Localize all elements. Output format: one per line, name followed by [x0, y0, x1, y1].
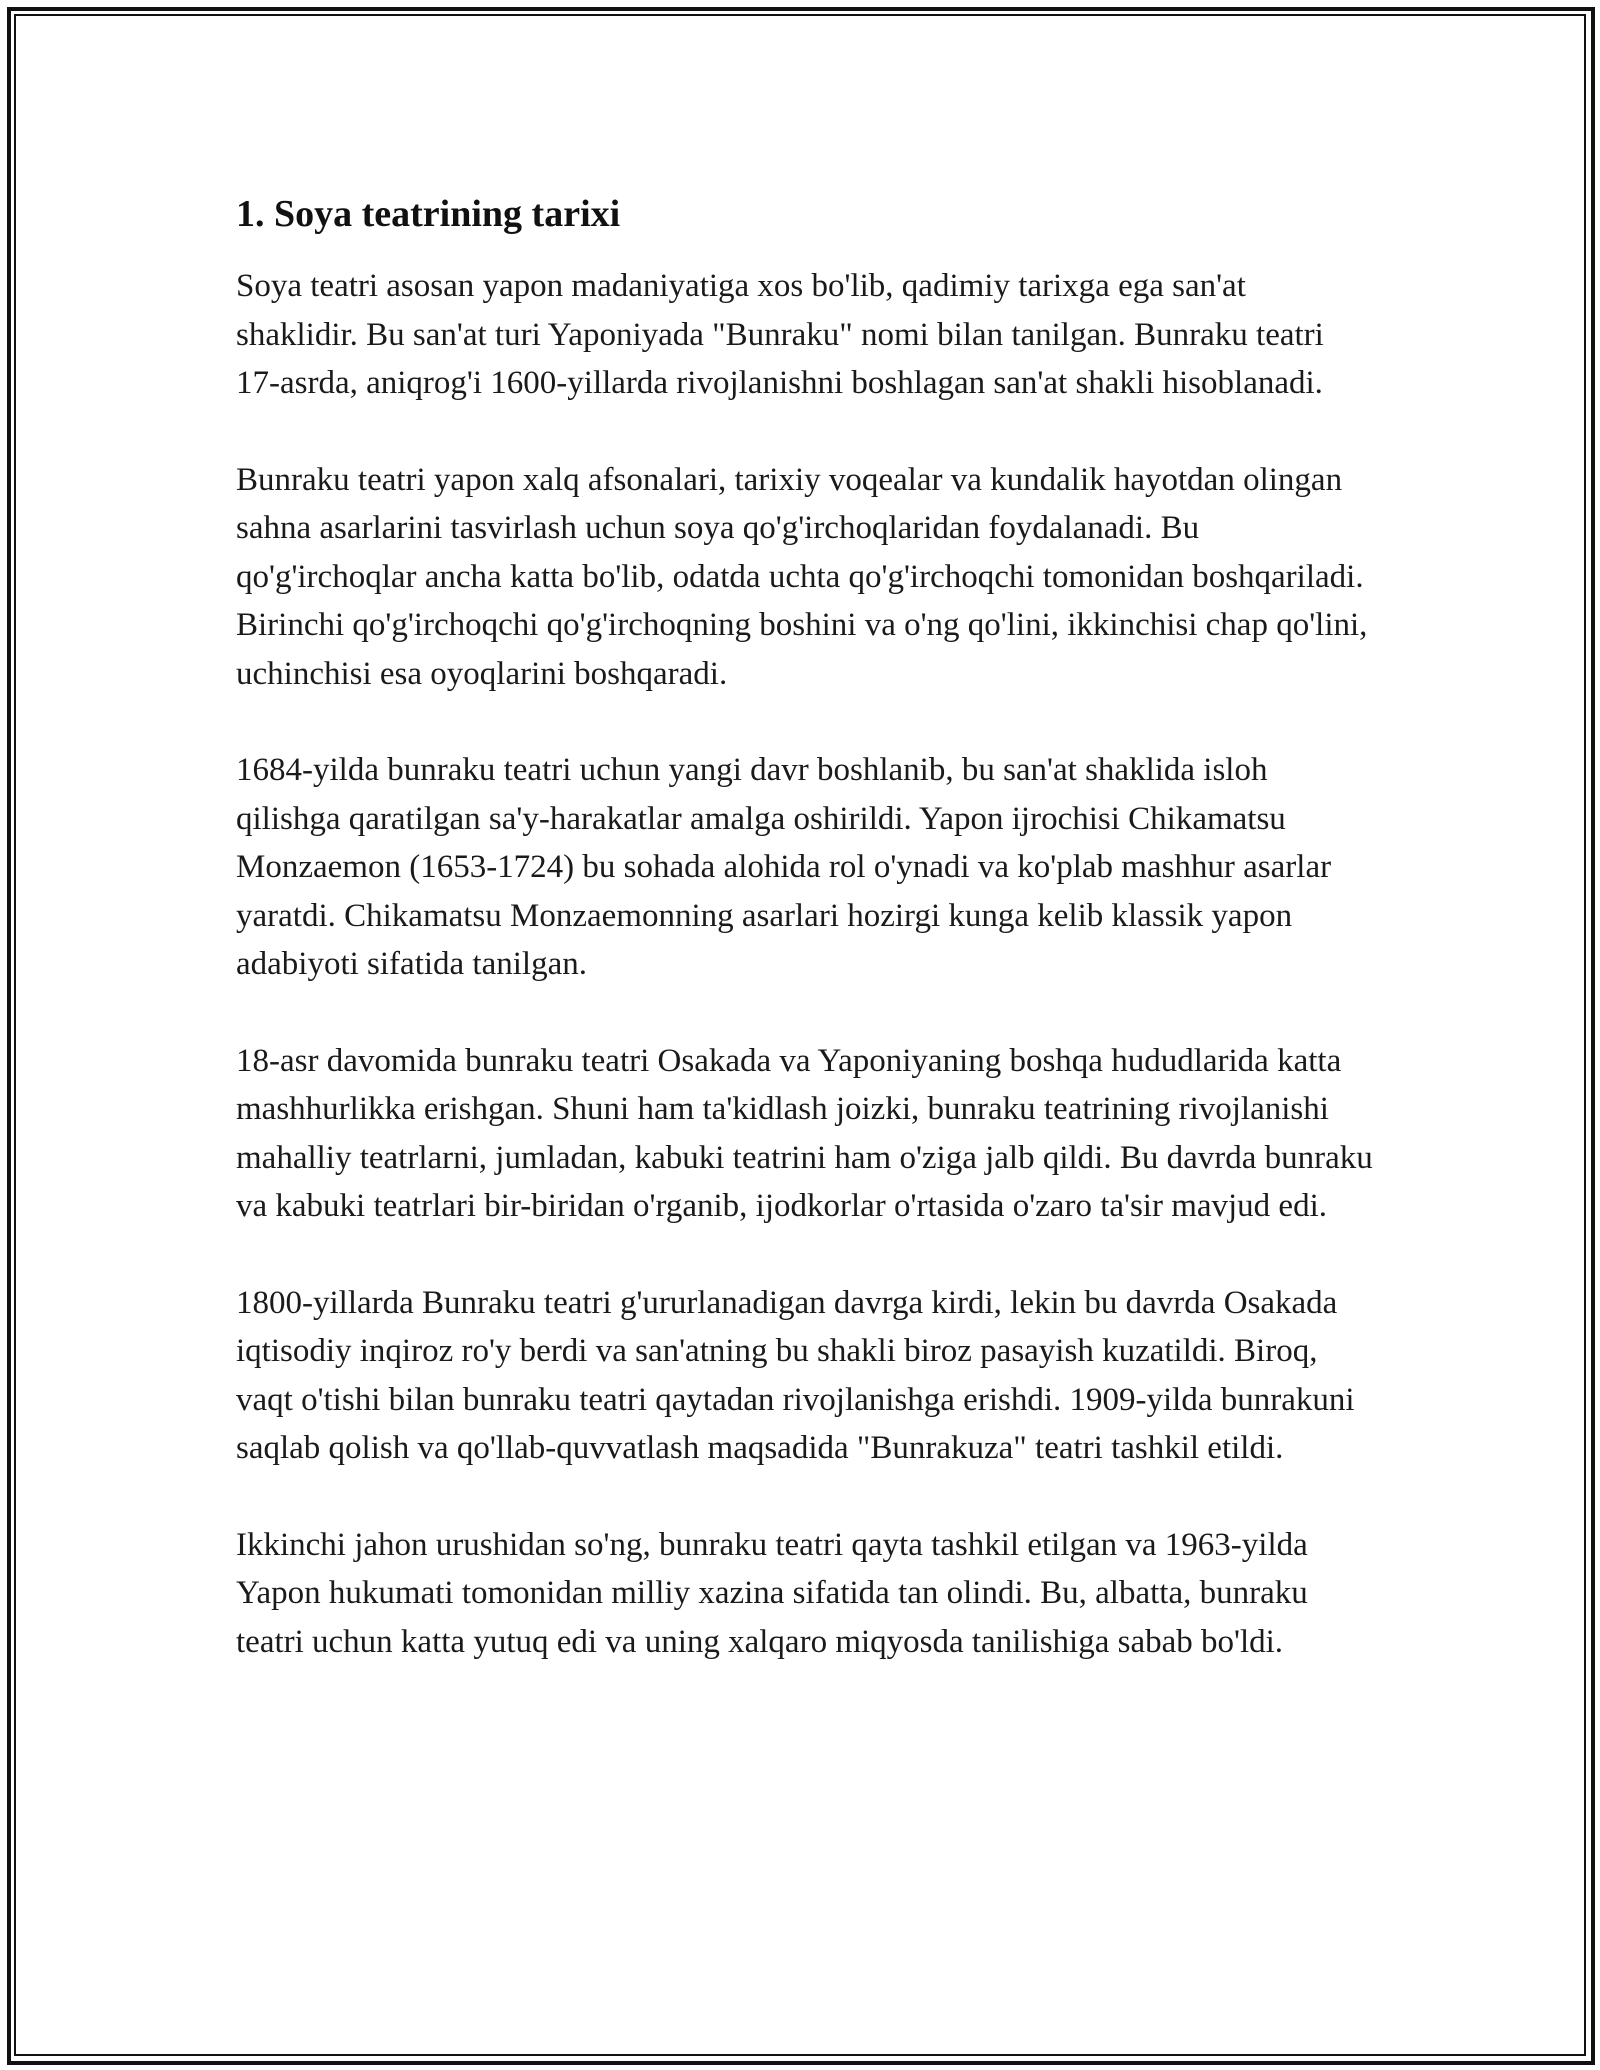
paragraph-3: 1684-yilda bunraku teatri uchun yangi davr boshlanib, bu san'at shaklida isloh qilishga qaratilgan sa'y-harakatlar amalga oshirildi. Yapon ijrochisi Chikamatsu Monzaemon (1653-1724) bu sohada alohida rol o'ynadi va ko'plab mashhur asarlar yaratdi. Chikamatsu Monzaemonning asarlari hozirgi kunga kelib klassik yapon adabiyoti sifatida tanilgan. — [236, 752, 1332, 982]
paragraph-2: Bunraku teatri yapon xalq afsonalari, tarixiy voqealar va kundalik hayotdan olingan sahna asarlarini tasvirlash uchun soya qo'g'irchoqlaridan foydalanadi. Bu qo'g'irchoqlar ancha katta bo'lib, odatda uchta qo'g'irchoqchi tomonidan boshqariladi. Birinchi qo'g'irchoqchi qo'g'irchoqning boshini va o'ng qo'lini, ikkinchisi chap qo'lini, uchinchisi esa oyoqlarini boshqaradi. — [236, 461, 1368, 692]
section-heading: 1. Soya teatrining tarixi — [236, 193, 621, 235]
paragraph-6: Ikkinchi jahon urushidan so'ng, bunraku teatri qayta tashkil etilgan va 1963-yilda Yapon hukumati tomonidan milliy xazina sifatida tan olindi. Bu, albatta, bunraku teatri uchun katta yutuq edi va uning xalqaro miqyosda tanilishiga sabab bo'ldi. — [236, 1526, 1308, 1660]
paragraph-4: 18-asr davomida bunraku teatri Osakada va Yaponiyaning boshqa hududlarida katta mashhurlikka erishgan. Shuni ham ta'kidlash joizki, bunraku teatrining rivojlanishi mahalliy teatrlarni, jumladan, kabuki teatrini ham o'ziga jalb qildi. Bu davrda bunraku va kabuki teatrlari bir-biridan o'rganib, ijodkorlar o'rtasida o'zaro ta'sir mavjud edi. — [236, 1042, 1373, 1224]
paragraph-1: Soya teatri asosan yapon madaniyatiga xos bo'lib, qadimiy tarixga ega san'at shaklidir. Bu san'at turi Yaponiyada "Bunraku" nomi bilan tanilgan. Bunraku teatri 17-asrda, aniqrog'i 1600-yillarda rivojlanishni boshlagan san'at shakli hisoblanadi. — [236, 268, 1324, 401]
paragraph-5: 1800-yillarda Bunraku teatri g'ururlanadigan davrga kirdi, lekin bu davrda Osakada iqtisodiy inqiroz ro'y berdi va san'atning bu shakli biroz pasayish kuzatildi. Biroq, vaqt o'tishi bilan bunraku teatri qaytadan rivojlanishga erishdi. 1909-yilda bunrakuni saqlab qolish va qo'llab-quvvatlash maqsadida "Bunrakuza" teatri tashkil etildi. — [236, 1284, 1355, 1466]
document-body — [236, 186, 1376, 1714]
